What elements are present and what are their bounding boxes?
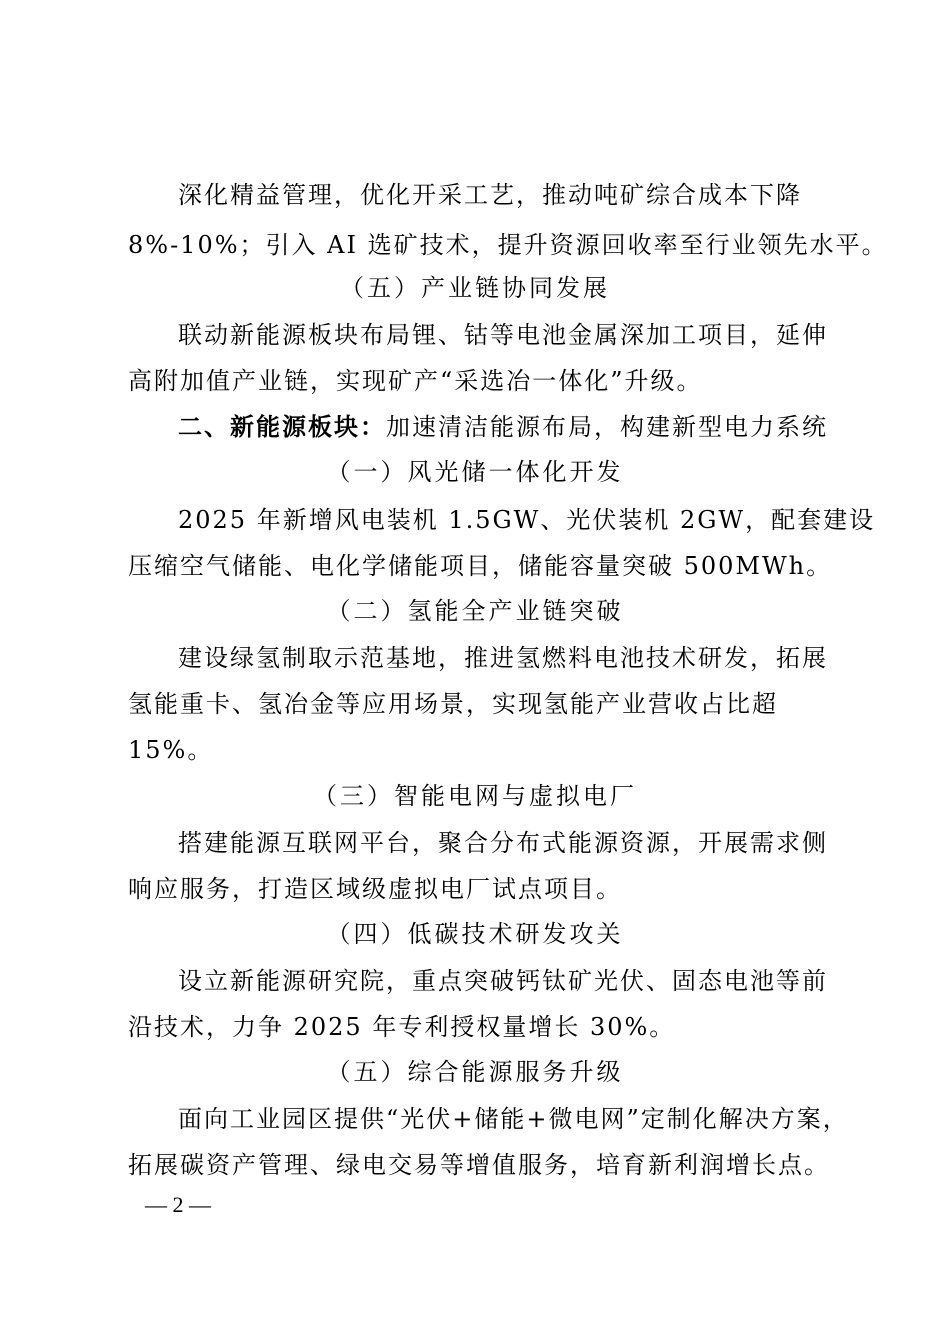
paragraph-line: 面向工业园区提供“光伏+储能+微电网”定制化解决方案， [178, 1105, 849, 1133]
section-heading-bold: 二、新能源板块： [178, 412, 386, 441]
paragraph-line: 联动新能源板块布局锂、钴等电池金属深加工项目，延伸 [178, 321, 828, 349]
subsection-heading: （一）风光储一体化开发 [326, 458, 624, 486]
paragraph-line: 高附加值产业链，实现矿产“采选冶一体化”升级。 [128, 367, 703, 395]
page-number: — 2 — [145, 1192, 211, 1217]
paragraph-line: 氢能重卡、氢冶金等应用场景，实现氢能产业营收占比超 [128, 690, 778, 718]
paragraph-line: 压缩空气储能、电化学储能项目，储能容量突破 500MWh。 [128, 552, 833, 580]
paragraph-line: 2025 年新增风电装机 1.5GW、光伏装机 2GW，配套建设 [178, 506, 876, 534]
paragraph-line: 建设绿氢制取示范基地，推进氢燃料电池技术研发，拓展 [178, 644, 828, 672]
paragraph-line: 沿技术，力争 2025 年专利授权量增长 30%。 [128, 1013, 676, 1041]
section-heading [0, 410, 950, 444]
section-heading-text: 加速清洁能源布局，构建新型电力系统 [386, 413, 828, 441]
paragraph-line: 设立新能源研究院，重点突破钙钛矿光伏、固态电池等前 [178, 967, 828, 995]
paragraph-line: 15%。 [128, 736, 214, 764]
paragraph-line: 深化精益管理，优化开采工艺，推动吨矿综合成本下降 [178, 181, 802, 209]
subsection-heading: （二）氢能全产业链突破 [326, 597, 624, 625]
subsection-heading: （五）产业链协同发展 [340, 274, 610, 302]
paragraph-line: 8%-10%；引入 AI 选矿技术，提升资源回收率至行业领先水平。 [128, 231, 888, 259]
subsection-heading: （三）智能电网与虚拟电厂 [313, 782, 637, 810]
subsection-heading: （五）综合能源服务升级 [326, 1058, 624, 1086]
paragraph-line: 响应服务，打造区域级虚拟电厂试点项目。 [128, 875, 622, 903]
subsection-heading: （四）低碳技术研发攻关 [326, 920, 624, 948]
paragraph-line: 拓展碳资产管理、绿电交易等增值服务，培育新利润增长点。 [128, 1151, 830, 1179]
paragraph-line: 搭建能源互联网平台，聚合分布式能源资源，开展需求侧 [178, 829, 828, 857]
